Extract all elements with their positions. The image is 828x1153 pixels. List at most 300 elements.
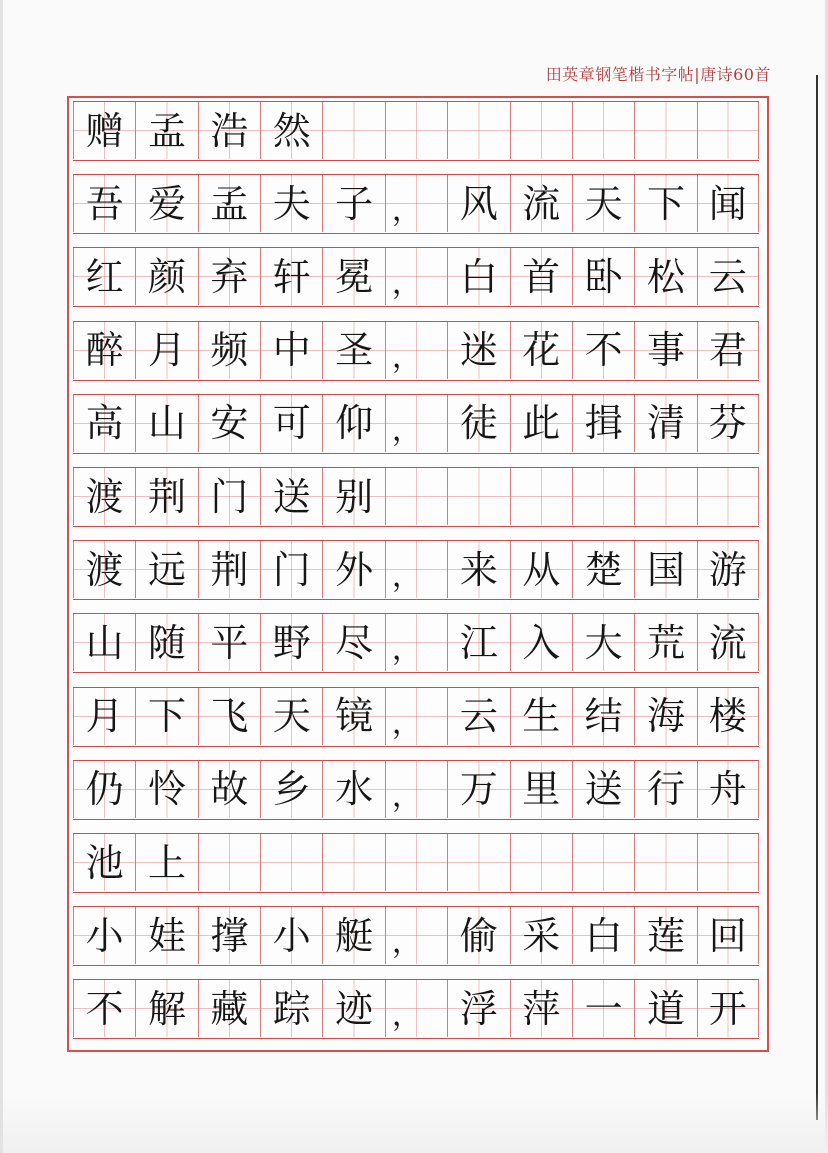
- character: [698, 102, 758, 159]
- grid-cell: [447, 761, 509, 818]
- grid-cell: [447, 980, 509, 1037]
- character: [448, 468, 509, 525]
- grid-cell: [510, 541, 572, 598]
- character: 弃: [210, 254, 249, 299]
- character: 爱: [148, 181, 187, 226]
- character: 迹: [335, 986, 374, 1031]
- grid-cell: [572, 395, 634, 452]
- grid-cell: [447, 688, 509, 745]
- grid-cell: [73, 688, 135, 745]
- character: 下: [148, 694, 187, 739]
- character: 娃: [148, 913, 187, 958]
- character: 圣: [335, 328, 374, 373]
- character: 云: [459, 694, 498, 739]
- character: [261, 834, 322, 891]
- grid-cell: [322, 907, 384, 964]
- grid-cell: [510, 175, 572, 232]
- character: 颜: [148, 254, 187, 299]
- grid-row: [73, 687, 759, 747]
- grid-cell: [572, 980, 634, 1037]
- grid-row: [73, 467, 759, 527]
- grid-cell: [322, 980, 384, 1037]
- grid-row: [73, 394, 759, 454]
- grid-cell: [260, 980, 322, 1037]
- character: 中: [272, 328, 311, 373]
- character: 大: [584, 620, 623, 665]
- character: 解: [148, 986, 187, 1031]
- character: 万: [459, 767, 498, 812]
- character: 月: [85, 694, 124, 739]
- character: [511, 102, 572, 159]
- grid-cell: [322, 395, 384, 452]
- character: 不: [584, 328, 623, 373]
- grid-cell: [260, 907, 322, 964]
- character: 远: [148, 547, 187, 592]
- grid-row: [73, 540, 759, 600]
- grid-cell: [447, 614, 509, 671]
- grid-cell: [572, 834, 634, 891]
- grid-cell: [135, 761, 197, 818]
- grid-cell: [697, 175, 759, 232]
- grid-cell: [385, 834, 447, 891]
- grid-cell: [510, 834, 572, 891]
- character: 飞: [210, 694, 249, 739]
- character: 乡: [272, 767, 311, 812]
- character: 舟: [708, 767, 747, 812]
- character: 月: [148, 328, 187, 373]
- character: [386, 468, 447, 525]
- character: 水: [335, 767, 374, 812]
- character: 门: [272, 547, 311, 592]
- grid-cell: [322, 761, 384, 818]
- character: 开: [708, 986, 747, 1031]
- grid-row: [73, 321, 759, 381]
- character: [199, 834, 260, 891]
- character: 然: [272, 108, 311, 153]
- grid-cell: [73, 761, 135, 818]
- character: 天: [272, 694, 311, 739]
- character: [448, 102, 509, 159]
- punctuation-comma: ，: [391, 559, 422, 595]
- grid-cell: [322, 322, 384, 379]
- grid-cell: [634, 248, 696, 305]
- grid-cell: [510, 468, 572, 525]
- punctuation-comma: ，: [391, 632, 422, 668]
- character: 孟: [210, 181, 249, 226]
- grid-cell: [510, 614, 572, 671]
- character: 荒: [646, 620, 685, 665]
- grid-cell: [322, 614, 384, 671]
- character: 君: [708, 328, 747, 373]
- character: 一: [584, 986, 623, 1031]
- grid-cell: [572, 102, 634, 159]
- grid-cell: [447, 175, 509, 232]
- character: 事: [646, 328, 685, 373]
- grid-cell: [135, 907, 197, 964]
- grid-cell: [260, 248, 322, 305]
- character: 渡: [85, 547, 124, 592]
- grid-cell: [260, 468, 322, 525]
- character: 孟: [148, 108, 187, 153]
- grid-cell: [385, 907, 447, 964]
- grid-cell: [697, 761, 759, 818]
- character: 送: [584, 767, 623, 812]
- grid-cell: [572, 322, 634, 379]
- grid-cell: [697, 395, 759, 452]
- grid-cell: [73, 980, 135, 1037]
- character: 平: [210, 620, 249, 665]
- grid-cell: [198, 907, 260, 964]
- character: 江: [459, 620, 498, 665]
- grid-cell: [322, 834, 384, 891]
- grid-cell: [697, 980, 759, 1037]
- grid-cell: [73, 322, 135, 379]
- punctuation-comma: ，: [391, 193, 422, 229]
- character: 藏: [210, 986, 249, 1031]
- grid-cell: [260, 834, 322, 891]
- character: 醉: [85, 328, 124, 373]
- grid-cell: [198, 248, 260, 305]
- character: 撑: [210, 913, 249, 958]
- punctuation-comma: ，: [391, 266, 422, 302]
- grid-cell: [634, 175, 696, 232]
- character: 里: [522, 767, 561, 812]
- character: 仍: [85, 767, 124, 812]
- grid-cell: [322, 468, 384, 525]
- grid-cell: [322, 541, 384, 598]
- grid-cell: [198, 175, 260, 232]
- grid-row: [73, 833, 759, 893]
- character: 清: [646, 401, 685, 446]
- grid-row: [73, 174, 759, 234]
- grid-cell: [135, 834, 197, 891]
- character: 采: [522, 913, 561, 958]
- grid-cell: [385, 688, 447, 745]
- character: 偷: [459, 913, 498, 958]
- grid-cell: [198, 322, 260, 379]
- grid-cell: [572, 907, 634, 964]
- grid-cell: [385, 322, 447, 379]
- page-bottom-shade: [3, 1093, 828, 1153]
- grid-cell: [73, 395, 135, 452]
- character: 随: [148, 620, 187, 665]
- character: [323, 102, 384, 159]
- punctuation-comma: ，: [391, 778, 422, 814]
- character: 楼: [708, 694, 747, 739]
- grid-cell: [510, 322, 572, 379]
- grid-cell: [135, 541, 197, 598]
- character: 回: [708, 913, 747, 958]
- grid-cell: [73, 102, 135, 159]
- character: [511, 468, 572, 525]
- character: 山: [148, 401, 187, 446]
- grid-cell: [572, 761, 634, 818]
- grid-cell: [697, 468, 759, 525]
- grid-cell: [198, 980, 260, 1037]
- character: 迷: [459, 328, 498, 373]
- grid-cell: [447, 395, 509, 452]
- character: 行: [646, 767, 685, 812]
- grid-cell: [198, 688, 260, 745]
- character: [323, 834, 384, 891]
- grid-cell: [634, 322, 696, 379]
- grid-cell: [135, 322, 197, 379]
- character: 野: [272, 620, 311, 665]
- character: 冕: [335, 254, 374, 299]
- character: 花: [522, 328, 561, 373]
- character: 频: [210, 328, 249, 373]
- character: 艇: [335, 913, 374, 958]
- grid-cell: [634, 907, 696, 964]
- punctuation-comma: ，: [391, 412, 422, 448]
- grid-cell: [135, 395, 197, 452]
- grid-cell: [260, 395, 322, 452]
- character: 生: [522, 694, 561, 739]
- grid-cell: [697, 907, 759, 964]
- grid-cell: [634, 761, 696, 818]
- character: [511, 834, 572, 891]
- grid-cell: [322, 688, 384, 745]
- character: 尽: [335, 620, 374, 665]
- grid-cell: [198, 761, 260, 818]
- grid-row: [73, 613, 759, 673]
- page-edge-divider: [816, 75, 818, 1120]
- character: 山: [85, 620, 124, 665]
- grid-cell: [447, 102, 509, 159]
- grid-cell: [510, 761, 572, 818]
- character: 赠: [85, 108, 124, 153]
- punctuation-comma: ，: [391, 925, 422, 961]
- grid-cell: [135, 468, 197, 525]
- character: 高: [85, 401, 124, 446]
- grid-cell: [697, 614, 759, 671]
- grid-cell: [634, 980, 696, 1037]
- grid-cell: [385, 614, 447, 671]
- grid-cell: [634, 468, 696, 525]
- character: 吾: [85, 181, 124, 226]
- grid-cell: [572, 614, 634, 671]
- character: 送: [272, 474, 311, 519]
- character: [635, 102, 696, 159]
- grid-cell: [447, 541, 509, 598]
- grid-cell: [447, 248, 509, 305]
- grid-cell: [322, 175, 384, 232]
- character: 入: [522, 620, 561, 665]
- grid-cell: [697, 688, 759, 745]
- grid-cell: [73, 907, 135, 964]
- character: 首: [522, 254, 561, 299]
- grid-cell: [73, 468, 135, 525]
- character: 徒: [459, 401, 498, 446]
- grid-cell: [634, 102, 696, 159]
- grid-cell: [510, 102, 572, 159]
- character: 浮: [459, 986, 498, 1031]
- grid-cell: [572, 688, 634, 745]
- grid-cell: [634, 614, 696, 671]
- grid-cell: [260, 541, 322, 598]
- character: 游: [708, 547, 747, 592]
- grid-cell: [198, 614, 260, 671]
- practice-grid: [73, 101, 759, 1041]
- grid-cell: [447, 468, 509, 525]
- grid-row: [73, 979, 759, 1039]
- grid-cell: [198, 468, 260, 525]
- grid-row: [73, 760, 759, 820]
- grid-cell: [385, 468, 447, 525]
- character: [635, 468, 696, 525]
- character: 卧: [584, 254, 623, 299]
- grid-cell: [260, 322, 322, 379]
- grid-cell: [135, 248, 197, 305]
- grid-cell: [260, 175, 322, 232]
- character: 从: [522, 547, 561, 592]
- character: 不: [85, 986, 124, 1031]
- grid-cell: [572, 541, 634, 598]
- character: 闻: [708, 181, 747, 226]
- grid-row: [73, 906, 759, 966]
- grid-cell: [135, 688, 197, 745]
- grid-cell: [572, 248, 634, 305]
- punctuation-comma: ，: [391, 705, 422, 741]
- grid-cell: [634, 395, 696, 452]
- character: 荆: [148, 474, 187, 519]
- character: 轩: [272, 254, 311, 299]
- character: 下: [646, 181, 685, 226]
- grid-cell: [385, 395, 447, 452]
- grid-cell: [510, 907, 572, 964]
- grid-cell: [260, 688, 322, 745]
- grid-cell: [447, 834, 509, 891]
- grid-cell: [697, 322, 759, 379]
- character: 小: [272, 913, 311, 958]
- grid-cell: [697, 834, 759, 891]
- character: 踪: [272, 986, 311, 1031]
- character: 云: [708, 254, 747, 299]
- grid-cell: [198, 395, 260, 452]
- character: 可: [272, 401, 311, 446]
- character: 国: [646, 547, 685, 592]
- character: 白: [584, 913, 623, 958]
- grid-cell: [510, 248, 572, 305]
- character: 风: [459, 181, 498, 226]
- grid-cell: [634, 834, 696, 891]
- character: 故: [210, 767, 249, 812]
- grid-cell: [385, 541, 447, 598]
- grid-cell: [385, 102, 447, 159]
- character: 楚: [584, 547, 623, 592]
- grid-cell: [385, 175, 447, 232]
- character: 镜: [335, 694, 374, 739]
- grid-cell: [385, 761, 447, 818]
- grid-cell: [697, 248, 759, 305]
- grid-cell: [73, 175, 135, 232]
- character: 池: [85, 840, 124, 885]
- grid-row: [73, 101, 759, 161]
- grid-cell: [510, 980, 572, 1037]
- character: 红: [85, 254, 124, 299]
- punctuation-comma: ，: [391, 998, 422, 1034]
- character: 门: [210, 474, 249, 519]
- grid-cell: [260, 102, 322, 159]
- grid-cell: [697, 541, 759, 598]
- character: 仰: [335, 401, 374, 446]
- punctuation-comma: ，: [391, 339, 422, 375]
- grid-cell: [510, 395, 572, 452]
- character: 渡: [85, 474, 124, 519]
- character: 浩: [210, 108, 249, 153]
- grid-cell: [73, 614, 135, 671]
- character: 结: [584, 694, 623, 739]
- grid-cell: [697, 102, 759, 159]
- character: 小: [85, 913, 124, 958]
- character: [573, 834, 634, 891]
- grid-row: [73, 247, 759, 307]
- grid-cell: [260, 761, 322, 818]
- grid-cell: [634, 688, 696, 745]
- grid-cell: [135, 102, 197, 159]
- grid-cell: [572, 175, 634, 232]
- character: [573, 102, 634, 159]
- character: 松: [646, 254, 685, 299]
- character: 别: [335, 474, 374, 519]
- grid-cell: [135, 175, 197, 232]
- grid-cell: [73, 541, 135, 598]
- grid-cell: [447, 907, 509, 964]
- grid-cell: [447, 322, 509, 379]
- grid-cell: [385, 980, 447, 1037]
- grid-cell: [198, 834, 260, 891]
- character: 萍: [522, 986, 561, 1031]
- character: [635, 834, 696, 891]
- character: 道: [646, 986, 685, 1031]
- character: [698, 834, 758, 891]
- grid-cell: [322, 102, 384, 159]
- character: 此: [522, 401, 561, 446]
- grid-cell: [572, 468, 634, 525]
- grid-cell: [510, 688, 572, 745]
- character: 外: [335, 547, 374, 592]
- character: 上: [148, 840, 187, 885]
- grid-cell: [260, 614, 322, 671]
- grid-cell: [198, 541, 260, 598]
- character: 莲: [646, 913, 685, 958]
- grid-cell: [135, 614, 197, 671]
- character: 流: [522, 181, 561, 226]
- character: 子: [335, 181, 374, 226]
- grid-cell: [73, 834, 135, 891]
- character: [386, 102, 447, 159]
- character: 夫: [272, 181, 311, 226]
- character: [698, 468, 758, 525]
- grid-cell: [73, 248, 135, 305]
- character: 白: [459, 254, 498, 299]
- grid-cell: [634, 541, 696, 598]
- grid-cell: [135, 980, 197, 1037]
- character: 天: [584, 181, 623, 226]
- character: [448, 834, 509, 891]
- copybook-header-title: 田英章钢笔楷书字帖|唐诗60首: [545, 65, 771, 84]
- grid-cell: [198, 102, 260, 159]
- character: [386, 834, 447, 891]
- character: 安: [210, 401, 249, 446]
- character: 怜: [148, 767, 187, 812]
- character: 揖: [584, 401, 623, 446]
- character: 海: [646, 694, 685, 739]
- character: [573, 468, 634, 525]
- character: 流: [708, 620, 747, 665]
- character: 芬: [708, 401, 747, 446]
- grid-cell: [322, 248, 384, 305]
